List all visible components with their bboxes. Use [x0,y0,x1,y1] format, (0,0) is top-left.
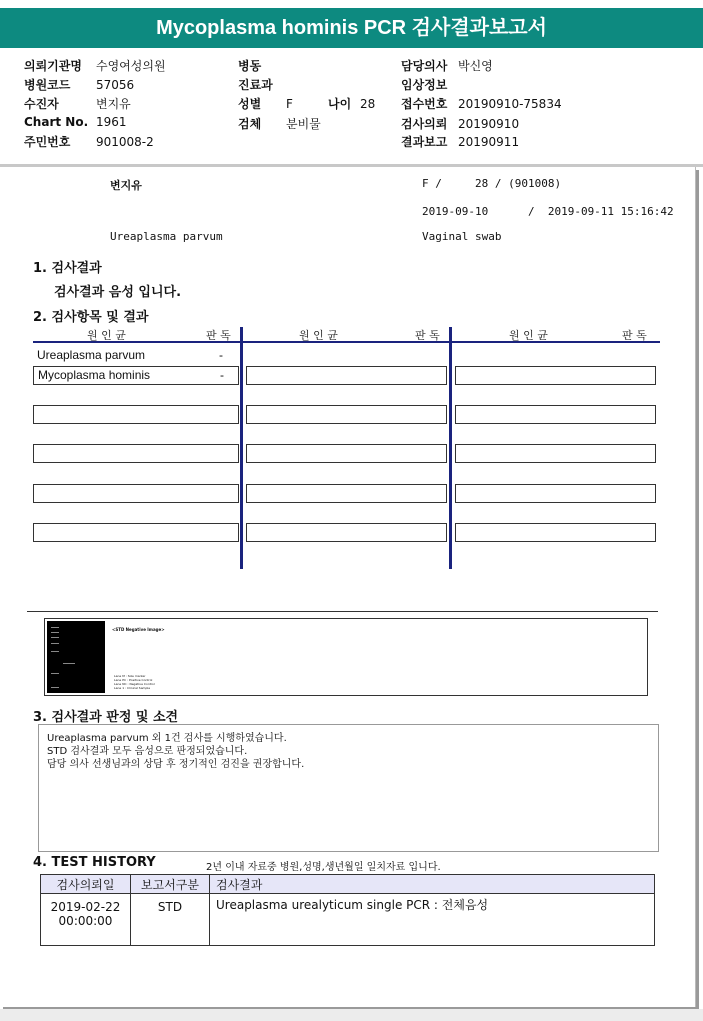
section2-title: 2. 검사항목 및 결과 [33,310,149,325]
column-header-organism: 원 인 균 [509,329,548,342]
header-field-patient [24,95,131,112]
result-cell-empty [246,444,447,463]
header-field-doctor [401,57,493,74]
header-key: 결과보고 [401,135,448,149]
result-cell-empty [246,405,447,424]
column-header-judgement: 판 독 [622,329,647,342]
history-col-report-type: 보고서구분 [131,875,210,894]
section-divider [27,611,658,612]
header-value: 분비물 [286,117,321,131]
header-key: 성별 [238,97,262,111]
gel-legend-item: Lane PC : Positive Control [114,678,153,682]
header-field-sex [238,95,293,112]
history-note: 2년 이내 자료중 병원,성명,생년월일 일치자료 입니다. [206,862,441,873]
header-value: 변지유 [96,97,131,111]
header-key: 검체 [238,117,262,131]
header-value: 28 [360,97,376,111]
result-cell-empty [455,444,656,463]
gel-legend-item: Lane NC : Negative Control [114,682,155,686]
header-key: 의뢰기관명 [24,59,82,73]
summary-specimen: Vaginal swab [422,230,502,243]
result-item-judgement: - [219,348,223,362]
header-field-specimen [238,115,321,132]
history-date-cell [41,894,131,946]
header-key: 담당의사 [401,59,448,73]
history-table [40,874,655,946]
header-value: 20190910 [458,117,520,131]
header-field-institution [24,57,166,74]
history-type: STD [131,894,210,946]
header-key: 병원코드 [24,78,71,92]
column-divider [240,327,243,569]
history-col-request-date: 검사의뢰일 [41,875,131,894]
gel-legend-item: Lane 1 : Clinical Sample [114,686,151,690]
header-value: 1961 [96,115,127,129]
result-cell-empty [246,523,447,542]
column-header-judgement: 판 독 [415,329,440,342]
result-cell-empty [33,444,239,463]
history-col-result: 검사결과 [210,875,655,894]
opinion-line: 담당 의사 선생님과의 상담 후 정기적인 검진을 권장합니다. [47,759,305,770]
opinion-line: STD 검사결과 모두 음성으로 판정되었습니다. [47,746,248,757]
section3-title: 3. 검사결과 판정 및 소견 [33,710,179,725]
result-cell-empty [33,405,239,424]
header-field-resident-no [24,133,154,150]
column-header-organism: 원 인 균 [299,329,338,342]
summary-organism: Ureaplasma parvum [110,230,223,243]
report-title: Mycoplasma hominis PCR 검사결과보고서 [0,8,703,48]
header-key: 병동 [238,59,262,73]
header-field-hospital-code [24,76,134,93]
header-key: 접수번호 [401,97,448,111]
summary-patient-name: 변지유 [110,179,142,192]
column-header-judgement: 판 독 [206,329,231,342]
header-key: 검사의뢰 [401,117,448,131]
gel-legend-item: Lane M : Size marker [114,674,146,678]
history-header-row [41,875,655,894]
history-result: Ureaplasma urealyticum single PCR : 전체음성 [210,894,655,946]
header-field-ward [238,57,286,74]
section4-title: 4. TEST HISTORY [33,855,156,870]
summary-sex-age-birth: F / 28 / (901008) [422,177,562,190]
header-key: 주민번호 [24,135,71,149]
result-cell [33,366,239,385]
header-value: 901008-2 [96,135,154,149]
header-value: 20190910-75834 [458,97,562,111]
section1-title: 1. 검사결과 [33,261,102,276]
result-item-name: Ureaplasma parvum [37,348,146,362]
header-field-age [328,95,375,112]
header-field-receipt-no [401,95,562,112]
result-cell-empty [455,484,656,503]
result-cell-empty [33,523,239,542]
header-value: 수영여성의원 [96,59,166,73]
header-key: 임상정보 [401,78,448,92]
header-key: 진료과 [238,78,273,92]
header-field-department [238,76,286,93]
result-cell-empty [455,366,656,385]
column-header-1 [33,327,240,343]
history-time: 00:00:00 [58,914,113,928]
result-cell-empty [246,366,447,385]
header-value: 57056 [96,78,135,92]
opinion-line: Ureaplasma parvum 외 1건 검사를 시행하였습니다. [47,733,287,744]
result-item-name: Mycoplasma hominis [38,368,151,382]
header-value: 박신영 [458,59,493,73]
column-header-organism: 원 인 균 [87,329,126,342]
header-field-clinical-info [401,76,458,93]
header-field-request-date [401,115,519,132]
result-cell-empty [455,405,656,424]
header-key: Chart No. [24,115,89,129]
header-field-chart-no [24,115,127,129]
history-date: 2019-02-22 [50,900,121,914]
header-key: 수진자 [24,97,59,111]
result-cell-empty [33,484,239,503]
opinion-box [38,724,659,852]
header-field-report-date [401,133,519,150]
gel-legend [114,674,155,690]
column-divider [449,327,452,569]
summary-dates: 2019-09-10 / 2019-09-11 15:16:42 [422,205,674,218]
section1-result: 검사결과 음성 입니다. [54,285,182,300]
header-value: F [286,97,293,111]
gel-electrophoresis-image [47,621,105,693]
column-header-2 [243,327,449,343]
result-cell-empty [246,484,447,503]
header-key: 나이 [328,97,352,111]
result-cell-empty [455,523,656,542]
gel-label: <STD Negative Image> [112,627,165,632]
header-value: 20190911 [458,135,520,149]
column-header-3 [452,327,660,343]
table-row [41,894,655,946]
result-item-judgement: - [220,368,224,382]
viewer-bottom-bar [0,1009,703,1021]
